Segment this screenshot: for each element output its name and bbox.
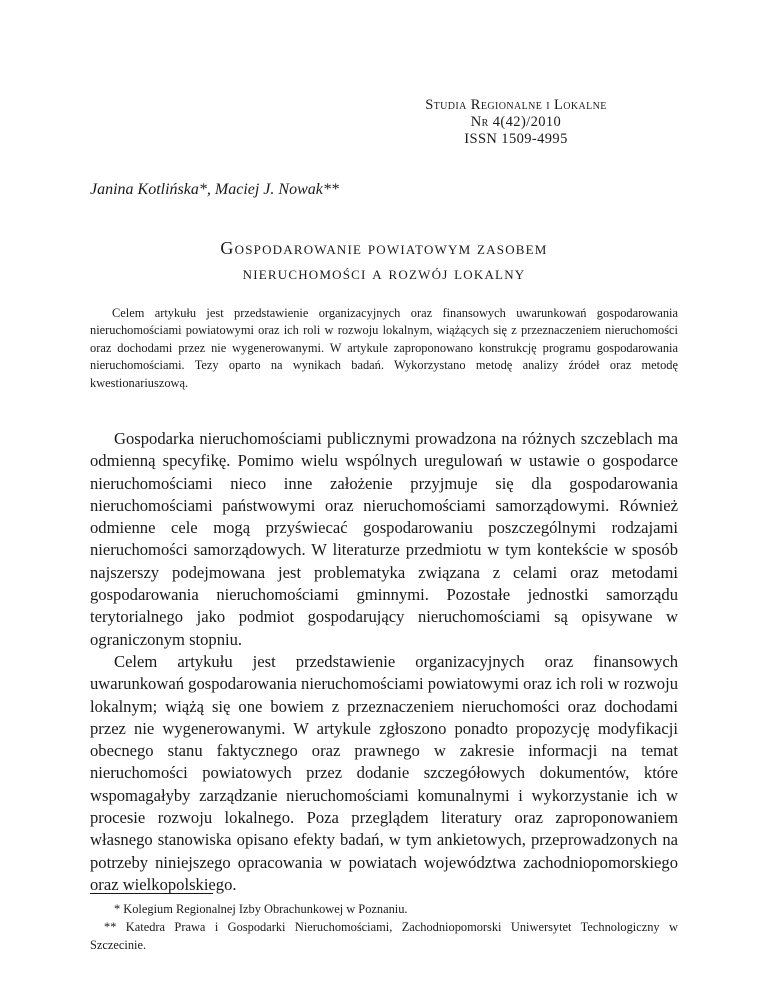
body-paragraph-2: Celem artykułu jest przedstawienie organizacyjnych oraz finansowych uwarunkowań gospodarowania nieruchomościami powiatowymi oraz ich roli w rozwoju lokalnym; wiążą się one bowiem z przeznaczeniem nieruchomości oraz dochodami przez nie wygenerowanymi. W artykule zgłoszono ponadto propozycję modyfikacji obecnego stanu faktycznego oraz prawnego w zakresie informacji na temat nieruchomości powiatowych przez dodanie szczegółowych dokumentów, które wspomagałyby zarządzanie nieruchomościami komunalnymi i wykorzystanie ich w procesie rozwoju lokalnego. Poza przeglądem literatury oraz zaproponowaniem własnego stanowiska opisano efekty badań, w tym ankietowych, przeprowadzonych na potrzeby niniejszego opracowania w powiatach województwa zachodniopomorskiego oraz wielkopolskiego. — [90, 651, 679, 894]
journal-header — [366, 97, 666, 148]
journal-issn: ISSN 1509-4995 — [464, 131, 568, 147]
footnotes — [90, 900, 678, 954]
article-title-line-2: nieruchomości a rozwój lokalny — [242, 263, 526, 283]
journal-name: Studia Regionalne i Lokalne — [425, 97, 607, 113]
abstract: Celem artykułu jest przedstawienie organizacyjnych oraz finansowych uwarunkowań gospodarowania nieruchomościami powiatowymi oraz ich roli w rozwoju lokalnym, wiążących się z przeznaczeniem nieruchomości oraz dochodami przez nie wygenerowanymi. W artykule zaproponowano konstrukcję programu gospodarowania nieruchomościami. Tezy oparto na wynikach badań. Wykorzystano metodę analizy źródeł oraz metodę kwestionariuszową. — [90, 306, 678, 390]
footnote-2: ** Katedra Prawa i Gospodarki Nieruchomościami, Zachodniopomorski Uniwersytet Technologiczny w Szczecinie. — [90, 920, 678, 952]
authors: Janina Kotlińska*, Maciej J. Nowak** — [90, 181, 339, 198]
footnote-divider — [90, 893, 213, 894]
body-paragraph-1: Gospodarka nieruchomościami publicznymi prowadzona na różnych szczeblach ma odmienną specyfikę. Pomimo wielu wspólnych uregulowań w ustawie o gospodarce nieruchomościami nieco inne założenie przyjmuje się dla gospodarowania nieruchomościami państwowymi oraz nieruchomościami samorządowymi. Również odmienne cele mogą przyświecać gospodarowaniu poszczególnymi rodzajami nieruchomości samorządowych. W literaturze przedmiotu w tym kontekście w sposób najszerszy podejmowana jest problematyka związana z celami oraz metodami gospodarowania nieruchomościami gminnymi. Pozostałe jednostki samorządu terytorialnego jako podmiot gospodarujący nieruchomościami są opisywane w ograniczonym stopniu. — [90, 429, 678, 649]
journal-issue: Nr 4(42)/2010 — [470, 114, 562, 130]
footnote-1: * Kolegium Regionalnej Izby Obrachunkowej w Poznaniu. — [114, 902, 408, 916]
article-title — [0, 236, 768, 286]
body-text — [90, 428, 678, 896]
article-title-line-1: Gospodarowanie powiatowym zasobem — [220, 238, 548, 258]
